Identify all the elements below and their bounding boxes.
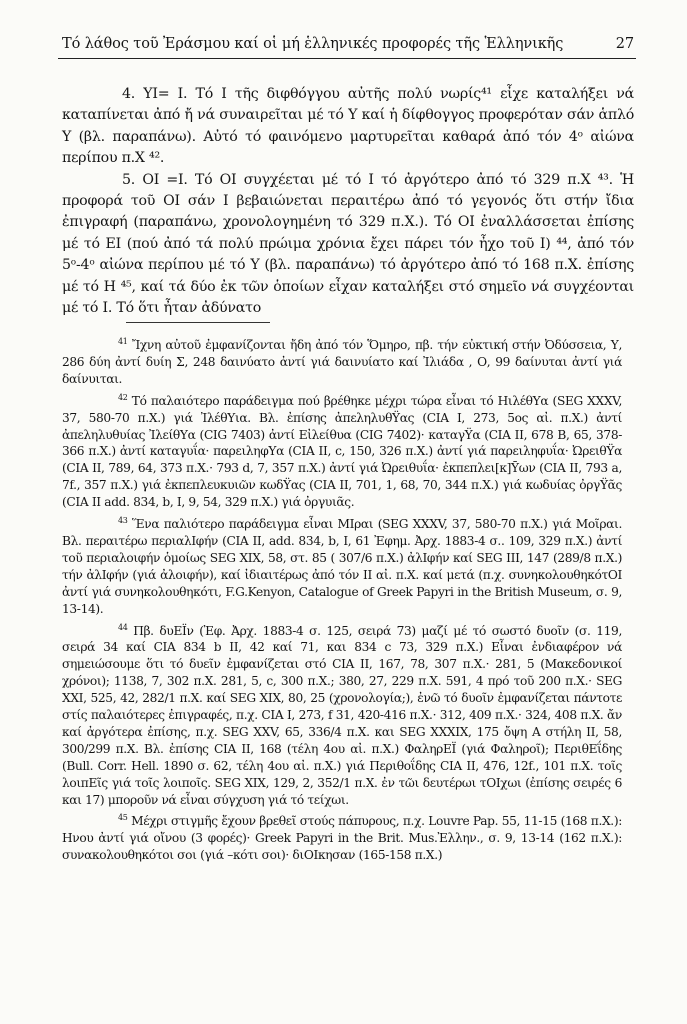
footnote-43 [62,513,622,617]
footnote-number: 43 [118,516,128,526]
footnote-42 [62,390,622,511]
footnote-45 [62,810,622,864]
page-number: 27 [615,36,634,52]
footnote-text: Πβ. δυΕΪν (Ἐφ. Ἀρχ. 1883-4 σ. 125, σειρά 73) μαζί μέ τό σωστό δυοῖν (σ. 119, σειρά 34 καί CIA 834 b II, 42 καί 71, και 834 c 73, 329 π.Χ.) Εἶναι ἐνδιαφέρον νά σημειώσουμε ὅτι τό δυεῖν ἐμφανίζεται στό CIA II, 167, 78, 307 π.Χ.· 281, 5 (Μακεδονικοί χρόνοι); 1138, 7, 302 π.Χ. 281, 5, c, 300 π.Χ.; 380, 27, 229 π.Χ. 591, 4 πρό τοῦ 200 π.Χ.· SEG XXI, 525, 42, 282/1 π.Χ. καί SEG XIX, 80, 25 (χρονολογία;), ἐνῶ τό δυοῖν ἐμφανίζεται πάντοτε στίς παλαιότερες ἐπιγραφές, π.χ. CIA I, 273, f 31, 420-416 π.Χ.· 312, 409 π.Χ.· 324, 408 π.Χ. ἄν καί ἀργότερα ἐπίσης, π.χ. SEG XXV, 65, 336/4 π.Χ. και SEG XXXIX, 175 ὄψη Α στήλη II, 58, 300/299 π.Χ. Βλ. ἐπίσης CIA II, 168 (τέλη 4ου αἰ. π.Χ.) ΦαληρΕΪ (γιά Φαληροῖ); ΠεριθΕΐδης (Bull. Corr. Hell. 1890 σ. 62, τέλη 4ου αἰ. π.Χ.) γιά Περιθοΐδης CIA II, 476, 12f., 101 π.Χ. τοῖς λοιπΕῖς γιά τοῖς λοιποῖς. SEG XIX, 129, 2, 352/1 π.Χ. ἐν τῶι δευτέρωι τΟΙχωι (ἐπίσης σειρές 6 και 17) μποροῦν νά εἶναι σύγχυση γιά τό τείχωι. [62,623,622,807]
footnote-44 [62,620,622,809]
footnote-number: 45 [118,813,128,823]
footnote-number: 42 [118,392,128,402]
footnotes [62,334,622,864]
footnote-text: Ἕνα παλιότερο παράδειγμα εἶναι ΜΙραι (SEG XXXV, 37, 580-70 π.Χ.) γιά Μοῖραι. Βλ. περαιτέρω περιαλΙφήν (CIA II, add. 834, b, I, 61 Ἐφημ. Ἀρχ. 1883-4 σ.. 109, 329 π.Χ.) ἀντί τοῦ περιαλοιφήν ὁμοίως SEG XIX, 58, στ. 85 ( 307/6 π.Χ.) ἀλΙφήν καί SEG III, 147 (289/8 π.Χ.) τήν ἀλΙφήν (γιά ἀλοιφήν), καί ἰδιαιτέρως ἀπό τόν ΙΙ αἰ. π.Χ. καί μετά (π.χ. συνηκολουθηκότΟΙ ἀντί γιά συνηκολουθηκότι, F.G.Kenyon, Catalogue of Greek Papyri in the British Museum, σ. 9, 13-14). [62,517,622,616]
footnote-41 [62,334,622,388]
paragraph-4: 4. ΥΙ= Ι. Τό Ι τῆς διφθόγγου αὐτῆς πολύ νωρίς⁴¹ εἶχε καταλήξει νά καταπίνεται ἀπό ἤ νά συναιρεῖται μέ τό Υ καί ἡ δίφθογγος προφερόταν σάν ἁπλό Υ (βλ. παραπάνω). Αὐτό τό φαινόμενο μαρτυρεῖται καθαρά ἀπό τόν 4ᵒ αἰώνα περίπου π.Χ ⁴². [62,86,634,167]
header-rule [58,58,636,59]
footnote-number: 44 [118,622,128,632]
footnote-number: 41 [118,337,128,346]
main-text [62,84,634,319]
footnote-rule [126,322,270,323]
footnote-text: Ἴχνη αὐτοῦ ἐμφανίζονται ἤδη ἀπό τόν Ὅμηρο, πβ. τήν εὐκτική στήν Ὀδύσσεια, Υ, 286 δύη ἀντί δυίη Σ, 248 δαινύατο ἀντί γιά δαινυίατο καί Ἰλιάδα , Ο, 99 δαίνυται ἀντί γιά δαίνυιται. [62,338,622,386]
running-header [62,36,634,52]
footnote-text: Τό παλαιότερο παράδειγμα πού βρέθηκε μέχρι τώρα εἶναι τό ΗιλέθΥα (SEG XXXV, 37, 580-70 π.Χ.) γιά ἸλέθΥια. Βλ. ἐπίσης ἀπεληλυθΫας (CIA I, 273, 5ος αἰ. π.Χ.) ἀντί ἀπεληλυθυίας ἸλείθΥα (CIG 7403) ἀντί Εἰλείθυα (CIG 7402)· καταγΫα (CIA II, 678 B, 65, 378-366 π.Χ.) ἀντί καταγυΐα· παρειληφΥα (CIA II, c, 150, 326 π.Χ.) ἀντί γιά παρειληφυΐα· ὨρειθΫα (CIA II, 789, 64, 373 π.Χ.· 793 d, 7, 357 π.Χ.) ἀντί γιά Ὠρειθυΐα· ἐκπεπλει[κ]Ῡων (CIA II, 793 a, 7f., 357 π.Χ.) γιά ἐκπεπλευκυιῶν κωδΫας (CIA II, 701, 1, 68, 70, 344 π.Χ.) γιά κωδυίας ὀργΫᾶς (CIA II add. 834, b, I, 9, 54, 329 π.Χ.) γιά ὀργυιᾶς. [62,393,622,510]
paragraph-5: 5. ΟΙ =Ι. Τό ΟΙ συγχέεται μέ τό Ι τό ἀργότερο ἀπό τό 329 π.Χ ⁴³. Ἡ προφορά τοῦ ΟΙ σάν Ι βεβαιώνεται περαιτέρω ἀπό τό γεγονός ὅτι στήν ἴδια ἐπιγραφή (παραπάνω, χρονολογημένη τό 329 π.Χ.). Τό ΟΙ ἐναλλάσσεται ἐπίσης μέ τό ΕΙ (πού ἀπό τά πολύ πρώιμα χρόνια ἔχει πάρει τόν ἦχο τοῦ Ι) ⁴⁴, ἀπό τόν 5ᵒ-4ᵒ αἰώνα περίπου μέ τό Υ (βλ. παραπάνω) τό ἀργότερο ἀπό τό 168 π.Χ. ἐπίσης μέ τό Η ⁴⁵, καί τά δύο ἐκ τῶν ὁποίων εἶχαν καταλήξει στό σημεῖο νά συγχέονται μέ τό Ι. Τό ὅτι ἦταν ἀδύνατο [62,171,634,317]
running-title: Τό λάθος τοῦ Ἐράσμου καί οἱ μή ἑλληνικές προφορές τῆς Ἑλληνικῆς [62,36,564,52]
footnote-text: Μέχρι στιγμῆς ἔχουν βρεθεῖ στούς πάπυρους, π.χ. Louvre Pap. 55, 11-15 (168 π.Χ.): Ηνου ἀντί γιά οἴνου (3 φορές)· Greek Papyri in the Brit. Mus.Ἐλλην., σ. 9, 13-14 (162 π.Χ.): συνακολουθηκότοι σοι (γιά –κότι σοι)· διΟΙκησαν (165-158 π.Χ.) [62,814,622,863]
